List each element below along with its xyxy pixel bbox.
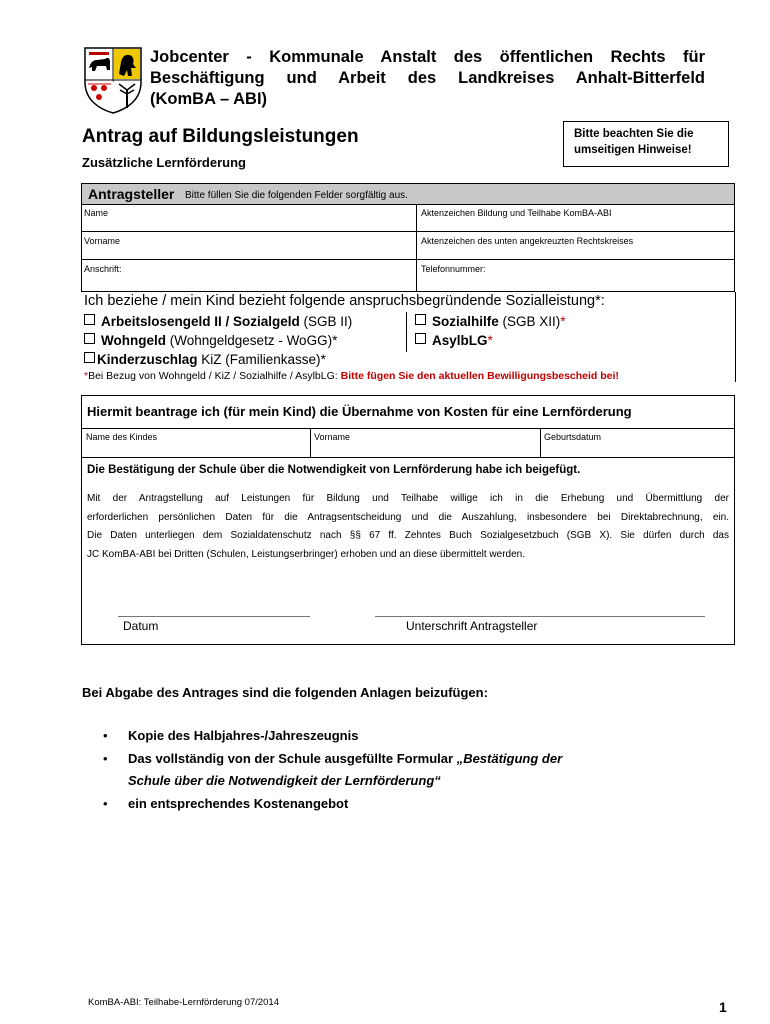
section-border xyxy=(735,292,736,382)
document-title: Antrag auf Bildungsleistungen xyxy=(82,126,359,147)
notice-box xyxy=(563,121,729,167)
attachment-item-1: Kopie des Halbjahres-/Jahreszeugnis xyxy=(128,728,359,743)
applicant-header-bar xyxy=(81,183,735,205)
applicant-instruction: Bitte füllen Sie die folgenden Felder sorgfältig aus. xyxy=(185,190,408,201)
row-divider xyxy=(81,259,735,260)
consent-text xyxy=(87,490,729,564)
consent-line-1: Mit der Antragstellung auf Leistungen für Bildung und Teilhabe willige ich in die Erhebung und Übermittlung der xyxy=(87,493,729,504)
checkbox-icon[interactable] xyxy=(84,314,95,325)
option-alg2[interactable]: Arbeitslosengeld II / Sozialgeld (SGB II) xyxy=(84,314,352,329)
school-confirmation: Die Bestätigung der Schule über die Notwendigkeit von Lernförderung habe ich beigefügt. xyxy=(87,464,581,476)
child-name-field[interactable]: Name des Kindes xyxy=(86,432,158,442)
agency-title xyxy=(150,47,705,110)
coat-of-arms-logo xyxy=(83,46,143,114)
notice-line-2: umseitigen Hinweise! xyxy=(574,144,692,156)
notice-line-1: Bitte beachten Sie die xyxy=(574,128,694,140)
phone-field[interactable]: Telefonnummer: xyxy=(421,264,486,274)
name-field[interactable]: Name xyxy=(84,208,109,218)
consent-line-4: JC KomBA-ABI bei Dritten (Schulen, Leistungserbringer) erhoben und an diese übermittelt werden. xyxy=(87,548,526,560)
bullet-icon: • xyxy=(103,728,108,743)
agency-title-line-1: Jobcenter - Kommunale Anstalt des öffentlichen Rechts für xyxy=(150,48,705,66)
agency-title-line-2: Beschäftigung und Arbeit des Landkreises Anhalt-Bitterfeld xyxy=(150,69,705,87)
benefit-footnote: *Bei Bezug von Wohngeld / KiZ / Sozialhilfe / AsylbLG: Bitte fügen Sie den aktuellen Bewilligungsbescheid bei! xyxy=(84,370,619,382)
date-signature-line[interactable] xyxy=(118,616,310,617)
checkbox-icon[interactable] xyxy=(415,314,426,325)
child-first-name-field[interactable]: Vorname xyxy=(314,432,351,442)
attachments-title: Bei Abgabe des Antrages sind die folgenden Anlagen beizufügen: xyxy=(82,685,488,700)
attachment-item-2-cont: Schule über die Notwendigkeit der Lernförderung“ xyxy=(128,773,441,788)
birth-date-field[interactable]: Geburtsdatum xyxy=(544,432,602,442)
signature-label: Unterschrift Antragsteller xyxy=(406,619,538,633)
row-divider xyxy=(81,231,735,232)
column-divider xyxy=(416,205,417,292)
row-divider xyxy=(81,428,735,429)
option-asylblg[interactable]: AsylbLG* xyxy=(415,333,493,348)
footer-text: KomBA-ABI: Teilhabe-Lernförderung 07/2014 xyxy=(88,997,280,1008)
row-divider xyxy=(81,457,735,458)
checkbox-icon[interactable] xyxy=(415,333,426,344)
column-divider xyxy=(310,428,311,457)
date-label: Datum xyxy=(123,619,159,633)
consent-line-3: Die Daten unterliegen dem Sozialdatenschutz nach §§ 67 ff. Zehntes Buch Sozialgesetzbuch (SGB X). Sie dürfen durch das xyxy=(87,530,729,541)
bullet-icon: • xyxy=(103,796,108,811)
column-divider xyxy=(540,428,541,457)
attachment-item-2: Das vollständig von der Schule ausgefüllte Formular „Bestätigung der xyxy=(128,751,563,766)
address-field[interactable]: Anschrift: xyxy=(84,264,122,274)
option-divider xyxy=(406,312,407,352)
option-kinderzuschlag[interactable]: Kinderzuschlag KiZ (Familienkasse)* xyxy=(84,352,326,367)
option-sozialhilfe[interactable]: Sozialhilfe (SGB XII)* xyxy=(415,314,566,329)
file-ref-law-field[interactable]: Aktenzeichen des unten angekreuzten Rechtskreises xyxy=(421,236,634,246)
benefit-question: Ich beziehe / mein Kind bezieht folgende anspruchsbegründende Sozialleistung*: xyxy=(84,293,605,309)
bullet-icon: • xyxy=(103,751,108,766)
applicant-heading: Antragsteller xyxy=(88,186,175,202)
checkbox-icon[interactable] xyxy=(84,333,95,344)
file-ref-bildung-field[interactable]: Aktenzeichen Bildung und Teilhabe KomBA-ABI xyxy=(421,208,612,218)
request-title: Hiermit beantrage ich (für mein Kind) die Übernahme von Kosten für eine Lernförderung xyxy=(87,404,632,419)
applicant-signature-line[interactable] xyxy=(375,616,705,617)
page-number: 1 xyxy=(719,999,727,1015)
document-subtitle: Zusätzliche Lernförderung xyxy=(82,155,246,170)
checkbox-icon[interactable] xyxy=(84,352,95,363)
agency-title-line-3: (KomBA – ABI) xyxy=(150,90,268,108)
consent-line-2: erforderlichen persönlichen Daten für die Antragsentscheidung und die Auszahlung, insbesondere bei Direktabrechnung, ein. xyxy=(87,511,729,523)
option-wohngeld[interactable]: Wohngeld (Wohngeldgesetz - WoGG)* xyxy=(84,333,337,348)
first-name-field[interactable]: Vorname xyxy=(84,236,121,246)
attachment-item-3: ein entsprechendes Kostenangebot xyxy=(128,796,349,811)
